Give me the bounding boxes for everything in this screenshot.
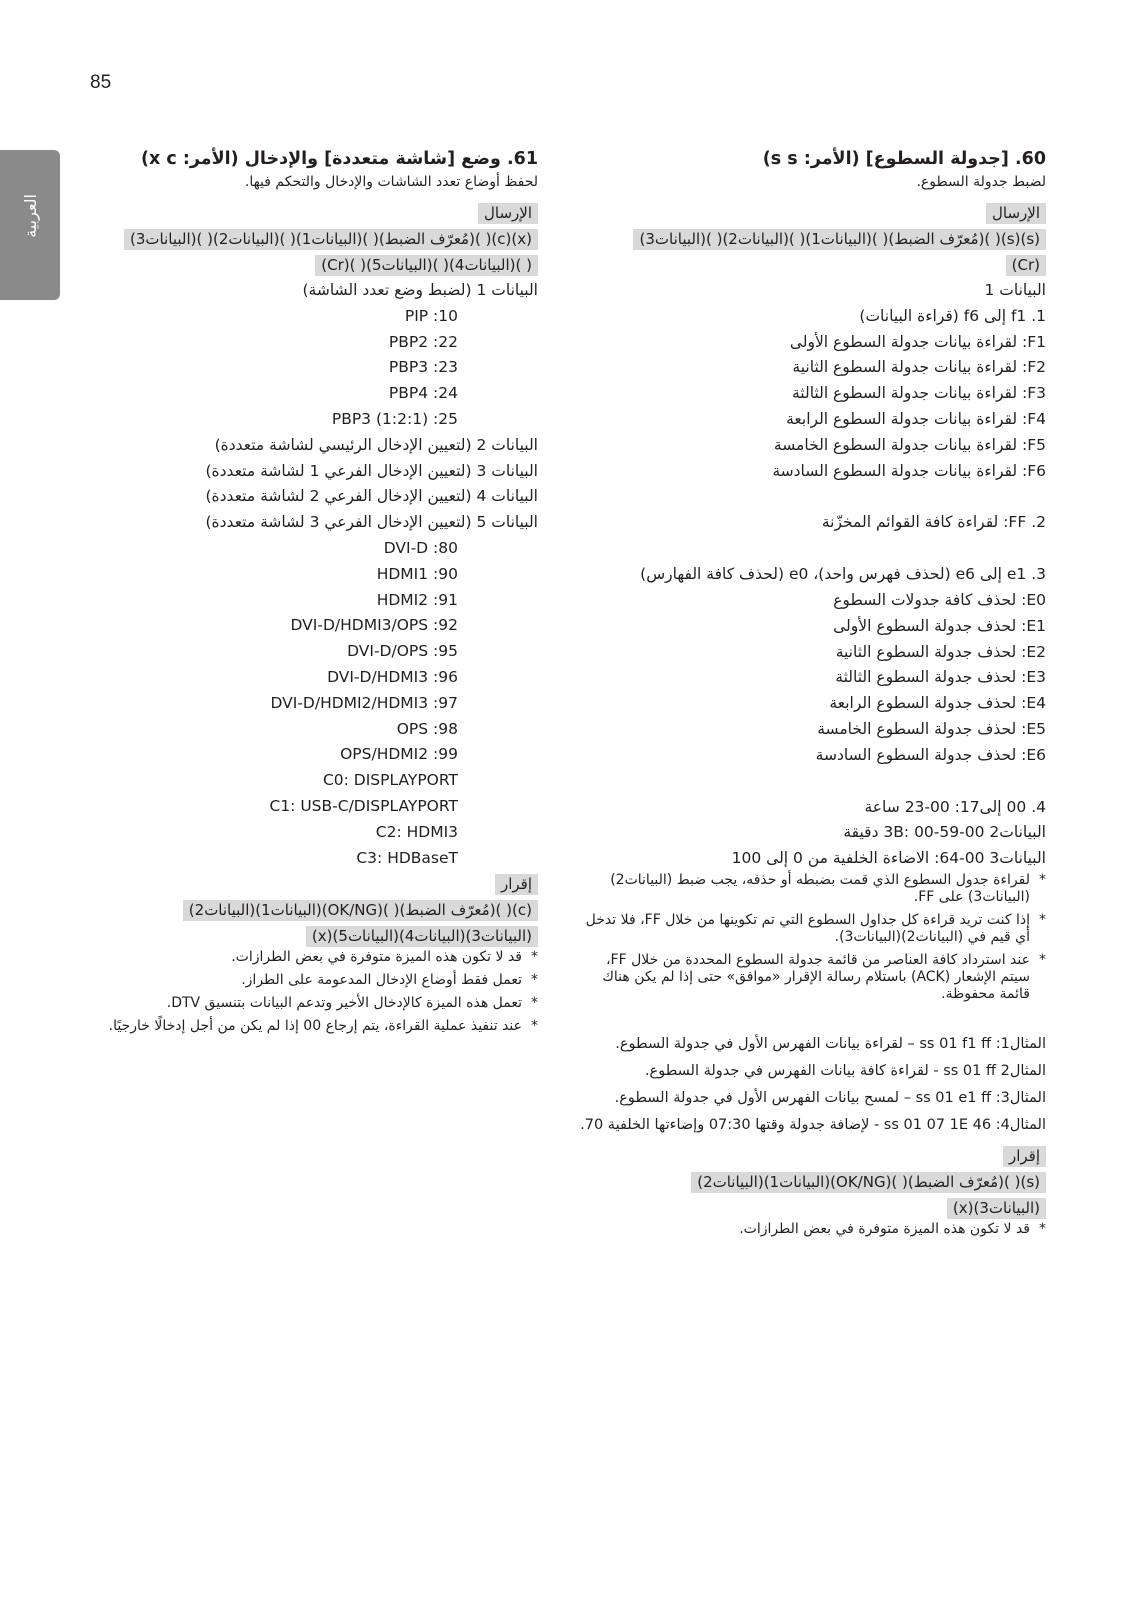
- item-2: 2. FF: لقراءة كافة القوائم المخزّنة: [821, 513, 1046, 532]
- example: المثال2 ss 01 ff - لقراءة كافة بيانات الفهرس في جدولة السطوع.: [644, 1062, 1046, 1079]
- ack-line-2: (البيانات3)(x): [947, 1198, 1046, 1219]
- f-item: F2: لقراءة بيانات جدولة السطوع الثانية: [792, 358, 1046, 377]
- page-number: 85: [90, 72, 112, 93]
- data1-label: البيانات 1: [984, 281, 1046, 299]
- f-item: F6: لقراءة بيانات جدولة السطوع السادسة: [772, 461, 1046, 480]
- section-61-subtitle: لحفظ أوضاع تعدد الشاشات والإدخال والتحكم فيها.: [244, 174, 538, 190]
- f-item: F3: لقراءة بيانات جدولة السطوع الثالثة: [791, 384, 1046, 403]
- data-desc: البيانات 3 (لتعيين الإدخال الفرعي 1 لشاشة متعددة): [205, 461, 538, 480]
- note: * إذا كنت تريد قراءة كل جداول السطوع التي تم تكوينها من خلال FF، فلا تدخل أي قيم في (البيانات2)(البيانات3).: [576, 912, 1046, 946]
- mode-item: 22: PBP2: [388, 332, 458, 351]
- transmission-line-2: ( )(البيانات4)( )(البيانات5)( )(Cr): [315, 255, 538, 276]
- e-item: E1: لحذف جدولة السطوع الأولى: [833, 616, 1046, 635]
- item-4: 4. 00 إلى17: 00-23 ساعة: [864, 797, 1046, 816]
- e-item: E0: لحذف كافة جدولات السطوع: [833, 590, 1046, 609]
- input-item: 92: DVI-D/HDMI3/OPS: [290, 616, 458, 635]
- data-desc: البيانات 2 (لتعيين الإدخال الرئيسي لشاشة متعددة): [214, 435, 538, 454]
- item-1: 1. f1 إلى f6 (قراءة البيانات): [859, 306, 1046, 325]
- input-item: 80: DVI-D: [383, 538, 458, 557]
- item-3: 3. e1 إلى e6 (لحذف فهرس واحد)، e0 (لحذف كافة الفهارس): [640, 565, 1046, 584]
- transmission-line-1: (x)(c)( )(مُعرّف الضبط)( )(البيانات1)( )(البيانات2)( )(البيانات3): [124, 229, 538, 250]
- f-item: F5: لقراءة بيانات جدولة السطوع الخامسة: [773, 435, 1046, 454]
- transmission-label: الإرسال: [986, 203, 1046, 224]
- e-item: E5: لحذف جدولة السطوع الخامسة: [817, 719, 1046, 738]
- f-item: F4: لقراءة بيانات جدولة السطوع الرابعة: [786, 409, 1046, 428]
- input-item: 98: OPS: [396, 719, 458, 738]
- data3-range: البيانات3 00-64: الاضاءة الخلفية من 0 إلى 100: [731, 849, 1046, 868]
- e-item: E3: لحذف جدولة السطوع الثالثة: [835, 668, 1046, 687]
- data2-range: البيانات2 00-3B: 00-59 دقيقة: [843, 823, 1046, 842]
- mode-item: 24: PBP4: [388, 384, 458, 403]
- ack-line-1: (c)( )(مُعرّف الضبط)( )(OK/NG)(البيانات1)(البيانات2): [183, 900, 538, 921]
- note: * قد لا تكون هذه الميزة متوفرة في بعض الطرازات.: [78, 949, 538, 966]
- note: * لقراءة جدول السطوع الذي قمت بضبطه أو حذفه، يجب ضبط (البيانات2)(البيانات3) على FF.: [576, 872, 1046, 906]
- note: * تعمل هذه الميزة كالإدخال الأخير وتدعم البيانات بتنسيق DTV.: [78, 995, 538, 1012]
- section-61-title: 61. وضع [شاشة متعددة] والإدخال (الأمر: x c): [141, 149, 538, 169]
- section-60-title: 60. [جدولة السطوع] (الأمر: s s): [762, 149, 1046, 169]
- data1-label: البيانات 1 (لضبط وضع تعدد الشاشة): [302, 281, 538, 299]
- data-desc: البيانات 4 (لتعيين الإدخال الفرعي 2 لشاشة متعددة): [205, 487, 538, 506]
- e-item: E2: لحذف جدولة السطوع الثانية: [835, 642, 1046, 661]
- input-item: 99: OPS/HDMI2: [340, 745, 458, 764]
- mode-item: 23: PBP3: [388, 358, 458, 377]
- mode-item: 25: (1:2:1) PBP3: [331, 409, 458, 428]
- example: المثال1: ss 01 f1 ff – لقراءة بيانات الفهرس الأول في جدولة السطوع.: [615, 1035, 1046, 1052]
- note: * قد لا تكون هذه الميزة متوفرة في بعض الطرازات.: [576, 1221, 1046, 1238]
- transmission-label: الإرسال: [478, 203, 538, 224]
- input-item: 97: DVI-D/HDMI2/HDMI3: [270, 693, 458, 712]
- language-side-tab: [0, 150, 60, 300]
- note: * عند تنفيذ عملية القراءة، يتم إرجاع 00 إذا لم يكن من أجل إدخالًا خارجيًا.: [78, 1018, 538, 1035]
- ack-line-2: (البيانات3)(البيانات4)(البيانات5)(x): [306, 926, 538, 947]
- input-item: 90: HDMI1: [376, 564, 458, 583]
- transmission-line-1: (s)(s)( )(مُعرّف الضبط)( )(البيانات1)( )(البيانات2)( )(البيانات3): [633, 229, 1046, 250]
- example: المثال4: ss 01 07 1E 46 - لإضافة جدولة وقتها 07:30 وإضاءتها الخلفية 70.: [580, 1116, 1046, 1133]
- section-61: [78, 146, 538, 1041]
- ack-label: إقرار: [495, 874, 538, 895]
- input-item: 95: DVI-D/OPS: [347, 642, 458, 661]
- data-desc: البيانات 5 (لتعيين الإدخال الفرعي 3 لشاشة متعددة): [205, 513, 538, 532]
- section-60: [576, 146, 1046, 1244]
- f-item: F1: لقراءة بيانات جدولة السطوع الأولى: [789, 332, 1046, 351]
- note: * عند استرداد كافة العناصر من قائمة جدولة السطوع المحددة من خلال FF، سيتم الإشعار (ACK) باستلام رسالة الإقرار «موافق» حتى إذا لم يكن هناك قائمة محفوظة.: [576, 952, 1046, 1003]
- side-tab-label: العربية: [20, 194, 40, 238]
- transmission-line-2: (Cr): [1006, 255, 1046, 276]
- input-item: C3: HDBaseT: [356, 848, 458, 867]
- section-60-subtitle: لضبط جدولة السطوع.: [916, 174, 1046, 190]
- input-item: C1: USB-C/DISPLAYPORT: [269, 796, 458, 815]
- note: * تعمل فقط أوضاع الإدخال المدعومة على الطراز.: [78, 972, 538, 989]
- e-item: E6: لحذف جدولة السطوع السادسة: [815, 745, 1046, 764]
- e-item: E4: لحذف جدولة السطوع الرابعة: [829, 694, 1046, 713]
- example: المثال3: ss 01 e1 ff – لمسح بيانات الفهرس الأول في جدولة السطوع.: [614, 1089, 1046, 1106]
- input-item: 96: DVI-D/HDMI3: [327, 667, 458, 686]
- ack-line-1: (s)( )(مُعرّف الضبط)( )(OK/NG)(البيانات1)(البيانات2): [691, 1172, 1046, 1193]
- ack-label: إقرار: [1003, 1146, 1046, 1167]
- input-item: C2: HDMI3: [375, 822, 458, 841]
- mode-item: 10: PIP: [404, 306, 458, 325]
- input-item: C0: DISPLAYPORT: [322, 771, 458, 790]
- input-item: 91: HDMI2: [376, 590, 458, 609]
